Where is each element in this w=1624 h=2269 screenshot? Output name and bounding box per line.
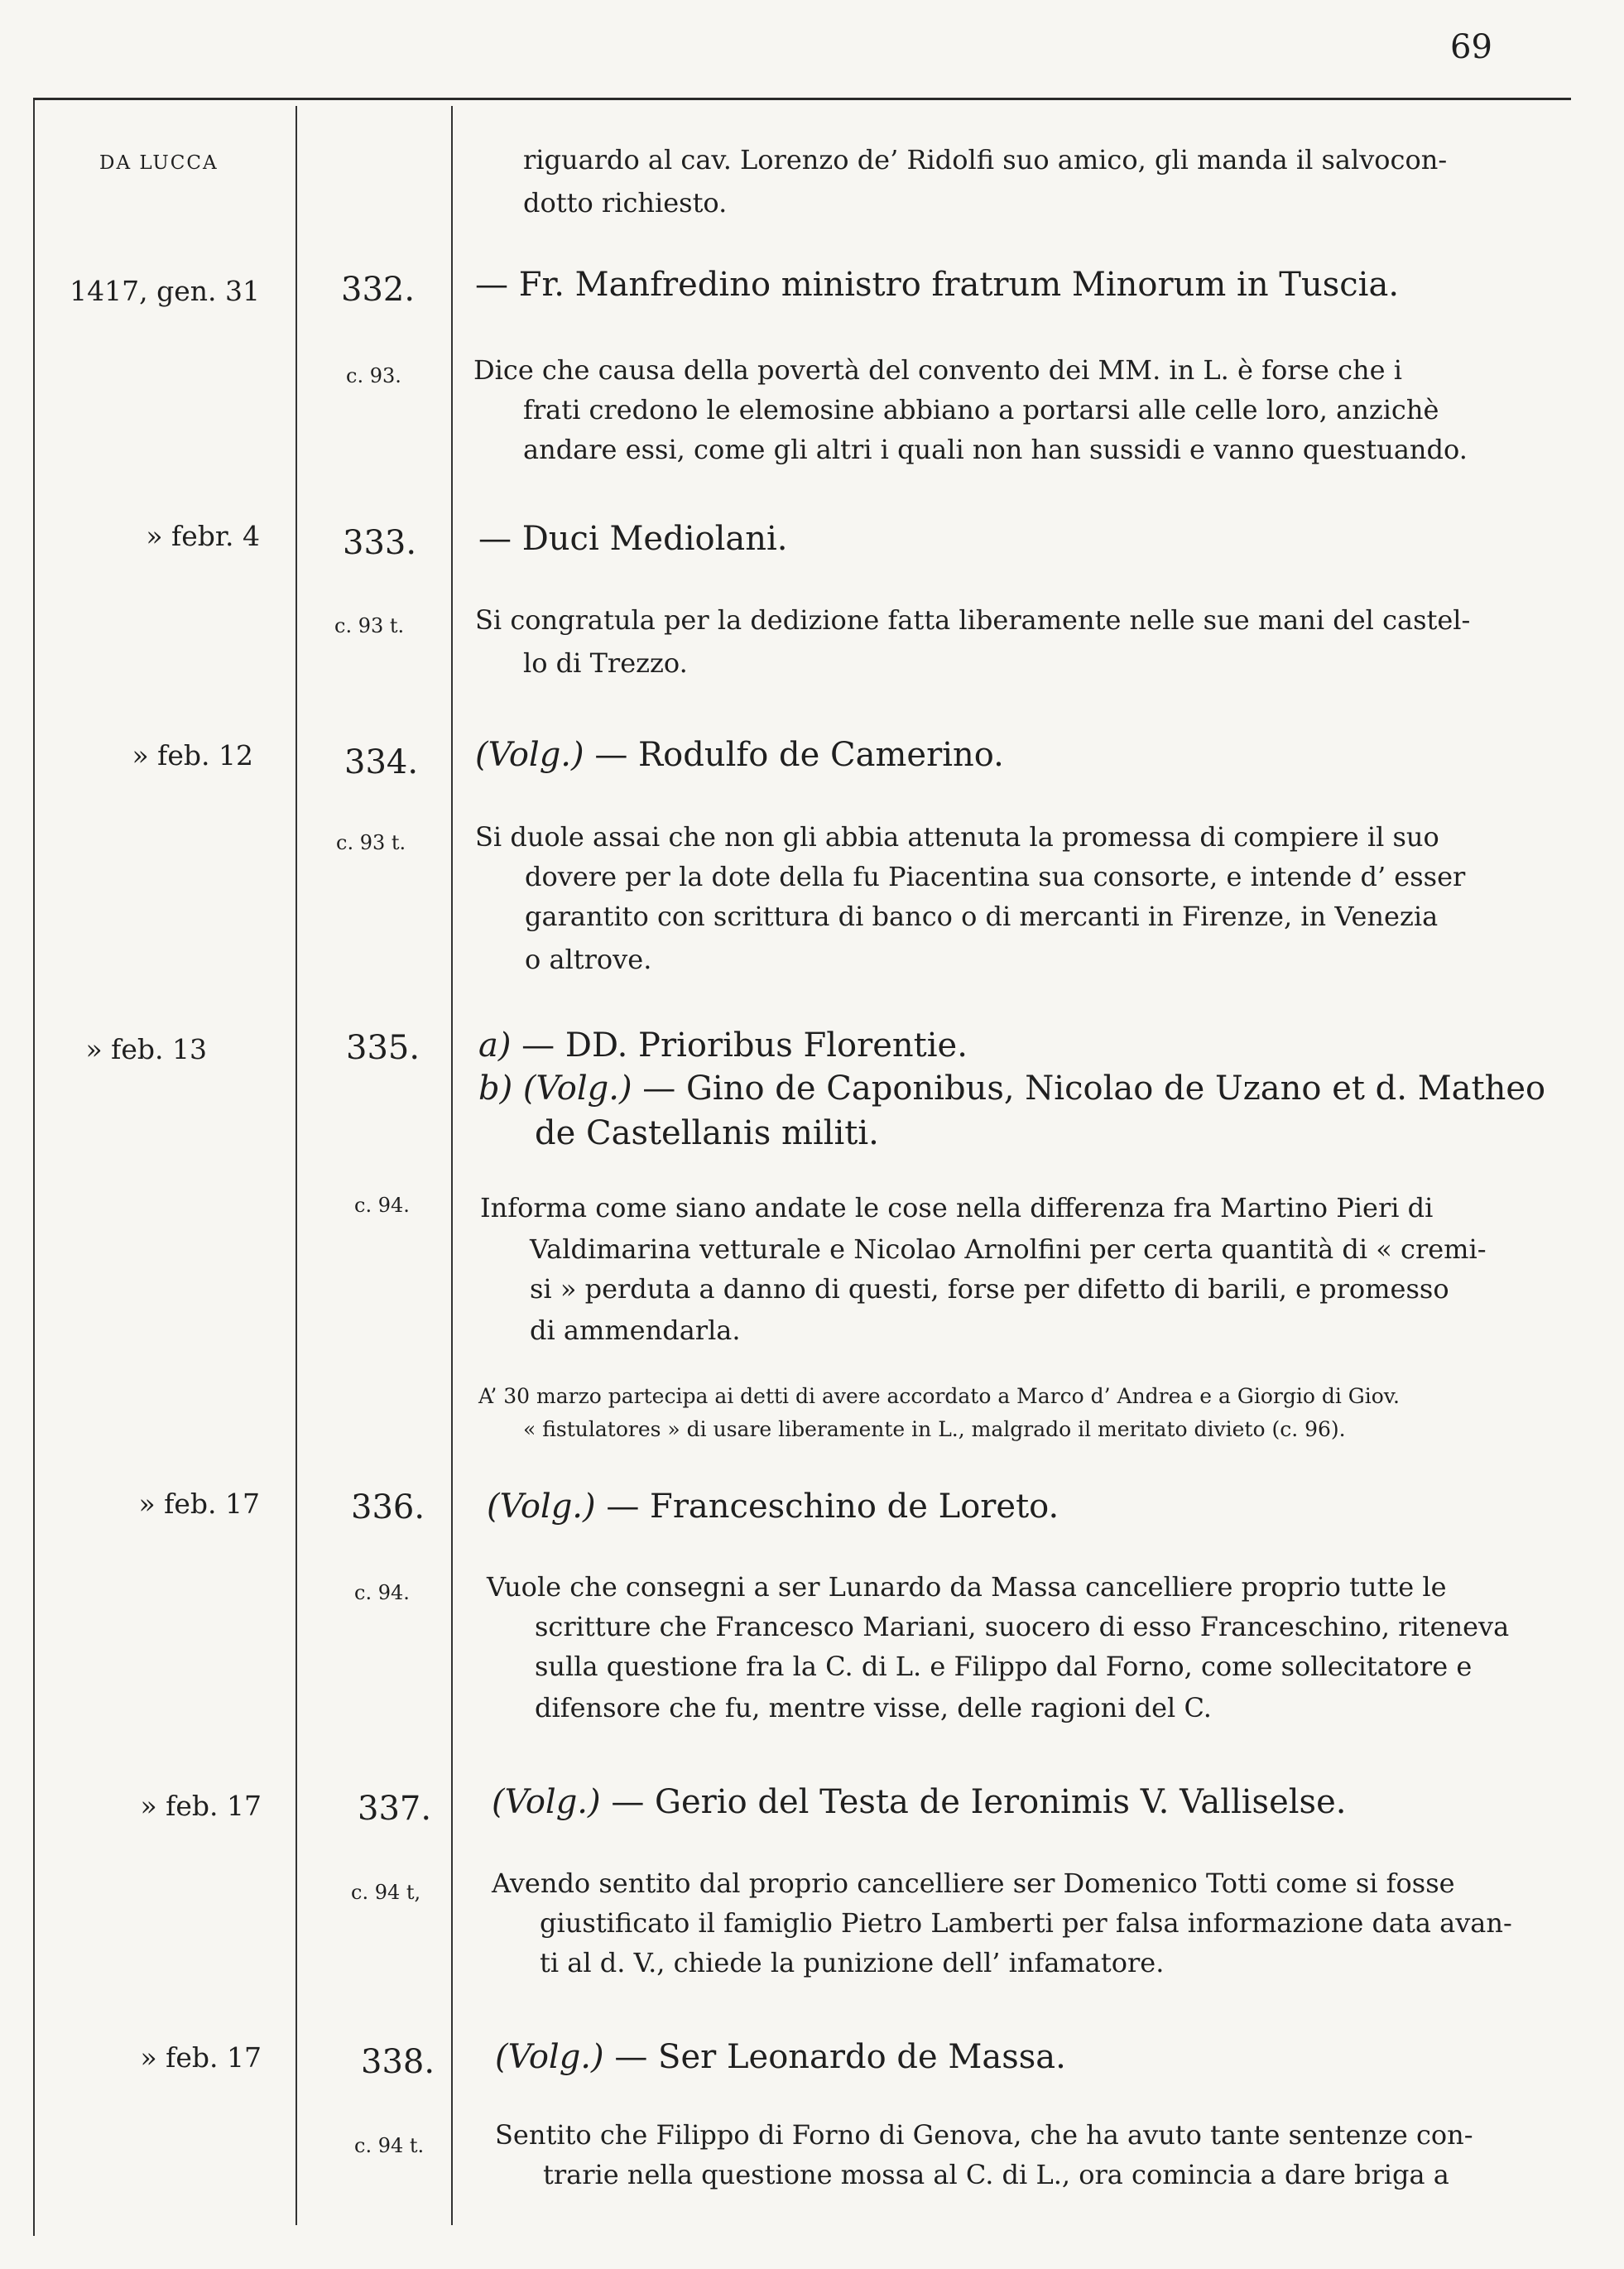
entry-number: 337.	[358, 1790, 432, 1828]
entry-note-line: « fistulatores » di usare liberamente in L., malgrado il meritato divieto (c. 96).	[523, 1417, 1346, 1441]
column-divider-left	[33, 100, 35, 2236]
title-text: — Gerio del Testa de Ieronimis V. Valliselse.	[611, 1783, 1347, 1821]
top-rule	[33, 98, 1571, 100]
page-number: 69	[1450, 28, 1492, 66]
entry-title	[492, 1783, 1346, 1821]
entry-carta: c. 93 t.	[336, 831, 406, 854]
volg-marker: (Volg.)	[495, 2038, 604, 2076]
entry-body-line: frati credono le elemosine abbiano a portarsi alle celle loro, anzichè	[523, 394, 1439, 425]
entry-body-line: o altrove.	[525, 944, 652, 975]
entry-note-line: A’ 30 marzo partecipa ai detti di avere accordato a Marco d’ Andrea e a Giorgio di Giov.	[478, 1384, 1400, 1408]
entry-body-line: Vuole che consegni a ser Lunardo da Massa cancelliere proprio tutte le	[487, 1571, 1447, 1603]
title-text: — Ser Leonardo de Massa.	[614, 2038, 1066, 2076]
entry-body-line: lo di Trezzo.	[523, 647, 688, 679]
entry-body-line: andare essi, come gli altri i quali non han sussidi e vanno questuando.	[523, 434, 1468, 465]
entry-number: 336.	[351, 1488, 425, 1526]
entry-body-line: Sentito che Filippo di Forno di Genova, che ha avuto tante sentenze con-	[495, 2119, 1473, 2151]
entry-number: 334.	[344, 743, 419, 781]
title-text: — Gino de Caponibus, Nicolao de Uzano et d. Matheo	[642, 1070, 1546, 1108]
continuation-line: riguardo al cav. Lorenzo de’ Ridolfi suo amico, gli manda il salvocon-	[523, 144, 1448, 175]
entry-number: 332.	[341, 271, 416, 309]
entry-title	[475, 736, 1004, 774]
entry-carta: c. 94.	[354, 1194, 410, 1217]
item-a-marker: a)	[478, 1026, 512, 1065]
entry-date: » feb. 13	[85, 1033, 207, 1065]
volg-marker: (Volg.)	[487, 1488, 596, 1526]
entry-body-line: garantito con scrittura di banco o di mercanti in Firenze, in Venezia	[525, 901, 1439, 932]
entry-date: » febr. 4	[146, 520, 260, 552]
entry-date: » feb. 12	[132, 739, 253, 772]
entry-carta: c. 94 t,	[351, 1881, 421, 1904]
entry-carta: c. 93.	[346, 364, 401, 387]
entry-carta: c. 94.	[354, 1581, 410, 1604]
title-text: — Franceschino de Loreto.	[606, 1488, 1059, 1526]
entry-body-line: Dice che causa della povertà del convento dei MM. in L. è forse che i	[473, 354, 1402, 386]
header-place: DA LUCCA	[99, 152, 219, 174]
entry-body-line: scritture che Francesco Mariani, suocero di esso Franceschino, riteneva	[535, 1611, 1510, 1642]
entry-body-line: di ammendarla.	[530, 1315, 741, 1346]
entry-body-line: ti al d. V., chiede la punizione dell’ infamatore.	[540, 1947, 1165, 1978]
continuation-line: dotto richiesto.	[523, 187, 728, 219]
entry-body-line: Avendo sentito dal proprio cancelliere ser Domenico Totti come si fosse	[492, 1868, 1455, 1899]
entry-date: » feb. 17	[140, 1790, 262, 1822]
entry-body-line: dovere per la dote della fu Piacentina sua consorte, e intende d’ esser	[525, 861, 1466, 892]
title-text: — Rodulfo de Camerino.	[594, 736, 1004, 774]
entry-carta: c. 93 t.	[334, 614, 405, 637]
entry-title: — Duci Mediolani.	[478, 520, 788, 558]
entry-body-line: sulla questione fra la C. di L. e Filippo dal Forno, come sollecitatore e	[535, 1651, 1473, 1682]
entry-title: — Fr. Manfredino ministro fratrum Minorum in Tuscia.	[475, 266, 1400, 304]
entry-body-line: Valdimarina vetturale e Nicolao Arnolfini per certa quantità di « cremi-	[530, 1233, 1487, 1265]
entry-number: 335.	[346, 1029, 420, 1067]
entry-body-line: giustificato il famiglio Pietro Lamberti per falsa informazione data avan-	[540, 1907, 1512, 1939]
volg-marker: (Volg.)	[492, 1783, 601, 1821]
entry-title	[487, 1488, 1059, 1526]
entry-carta: c. 94 t.	[354, 2134, 425, 2157]
entry-title-b	[478, 1070, 1545, 1108]
entry-date: » feb. 17	[140, 2041, 262, 2074]
entry-body-line: Informa come siano andate le cose nella differenza fra Martino Pieri di	[480, 1192, 1434, 1223]
entry-date: 1417, gen. 31	[70, 275, 260, 307]
entry-title-b-cont: de Castellanis militi.	[535, 1114, 879, 1152]
volg-marker: (Volg.)	[475, 736, 584, 774]
title-text: — DD. Prioribus Florentie.	[521, 1026, 968, 1065]
entry-body-line: Si congratula per la dedizione fatta liberamente nelle sue mani del castel-	[475, 604, 1471, 636]
entry-date: » feb. 17	[138, 1488, 260, 1520]
entry-body-line: trarie nella questione mossa al C. di L., ora comincia a dare briga a	[543, 2159, 1449, 2190]
entry-body-line: Si duole assai che non gli abbia attenuta la promessa di compiere il suo	[475, 821, 1439, 853]
entry-number: 338.	[361, 2043, 435, 2081]
entry-body-line: si » perduta a danno di questi, forse per difetto di barili, e promesso	[530, 1273, 1449, 1305]
column-divider-date	[295, 106, 297, 2225]
item-b-marker: b) (Volg.)	[478, 1070, 632, 1108]
entry-title-a	[478, 1026, 968, 1065]
entry-body-line: difensore che fu, mentre visse, delle ragioni del C.	[535, 1692, 1212, 1723]
column-divider-number	[451, 106, 453, 2225]
entry-number: 333.	[343, 524, 417, 562]
entry-title	[495, 2038, 1066, 2076]
